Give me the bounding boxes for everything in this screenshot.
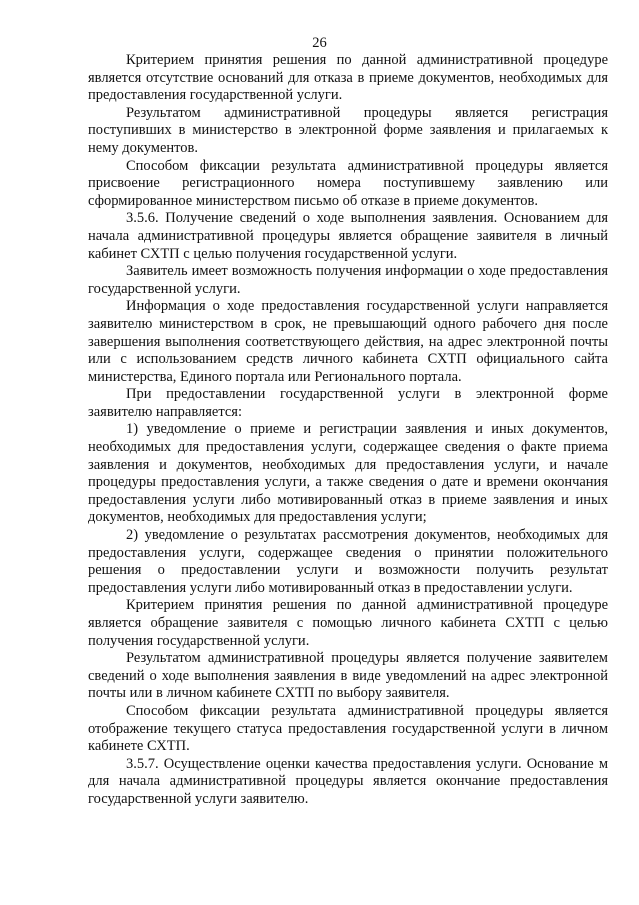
document-body — [88, 52, 608, 809]
paragraph-notice-2: 2) уведомление о результатах рассмотрения документов, необходимых для предоставления услуги, содержащее сведения о принятии положительного решения о предоставлении услуги и возможности получить результат предоставления услуги либо мотивированный отказ в предоставлении услуги. — [88, 527, 608, 596]
paragraph-acceptance-criterion: Критерием принятия решения по данной административной процедуре является отсутствие оснований для отказа в приеме документов, необходимых для предоставления государственной услуги. — [88, 52, 608, 104]
page-number: 26 — [312, 35, 327, 51]
paragraph-section-3-5-6: 3.5.6. Получение сведений о ходе выполнения заявления. Основанием для начала административной процедуры является обращение заявителя в личный кабинет СХТП с целью получения государственной услуги. — [88, 210, 608, 262]
paragraph-status-criterion: Критерием принятия решения по данной административной процедуре является обращение заявителя с помощью личного кабинета СХТП с целью получения государственной услуги. — [88, 597, 608, 649]
paragraph-electronic-notices-intro: При предоставлении государственной услуги в электронной форме заявителю направляется: — [88, 386, 608, 420]
paragraph-notice-1: 1) уведомление о приеме и регистрации заявления и иных документов, необходимых для предоставления услуги, содержащее сведения о факте приема заявления и документов, необходимых для предоставления услуги, и начале процедуры предоставления услуги, а также сведения о дате и времени окончания предоставления услуги либо мотивированный отказ в приеме заявления и иных документов, необходимых для предоставления услуги; — [88, 421, 608, 526]
paragraph-registration-fixation: Способом фиксации результата административной процедуры является присвоение регистрационного номера поступившему заявлению или сформированное министерством письмо об отказе в приеме документов. — [88, 157, 608, 209]
paragraph-applicant-info: Заявитель имеет возможность получения информации о ходе предоставления государственной услуги. — [88, 263, 608, 297]
paragraph-registration-result: Результатом административной процедуры является регистрация поступивших в министерство в электронной форме заявления и прилагаемых к нему документов. — [88, 104, 608, 156]
paragraph-status-result: Результатом административной процедуры является получение заявителем сведений о ходе выполнения заявления в виде уведомлений на адрес электронной почты или в личном кабинете СХТП по выбору заявителя. — [88, 650, 608, 702]
paragraph-info-delivery: Информация о ходе предоставления государственной услуги направляется заявителю министерством в срок, не превышающий одного рабочего дня после завершения выполнения соответствующего действия, на адрес электронной почты или с использованием средств личного кабинета СХТП официального сайта министерства, Единого портала или Регионального портала. — [88, 298, 608, 385]
paragraph-status-fixation: Способом фиксации результата административной процедуры является отображение текущего статуса предоставления государственной услуги в личном кабинете СХТП. — [88, 702, 608, 755]
paragraph-section-3-5-7: 3.5.7. Осуществление оценки качества предоставления услуги. Основание м для начала административной процедуры является окончание предоставления государственной услуги заявителю. — [88, 755, 608, 807]
